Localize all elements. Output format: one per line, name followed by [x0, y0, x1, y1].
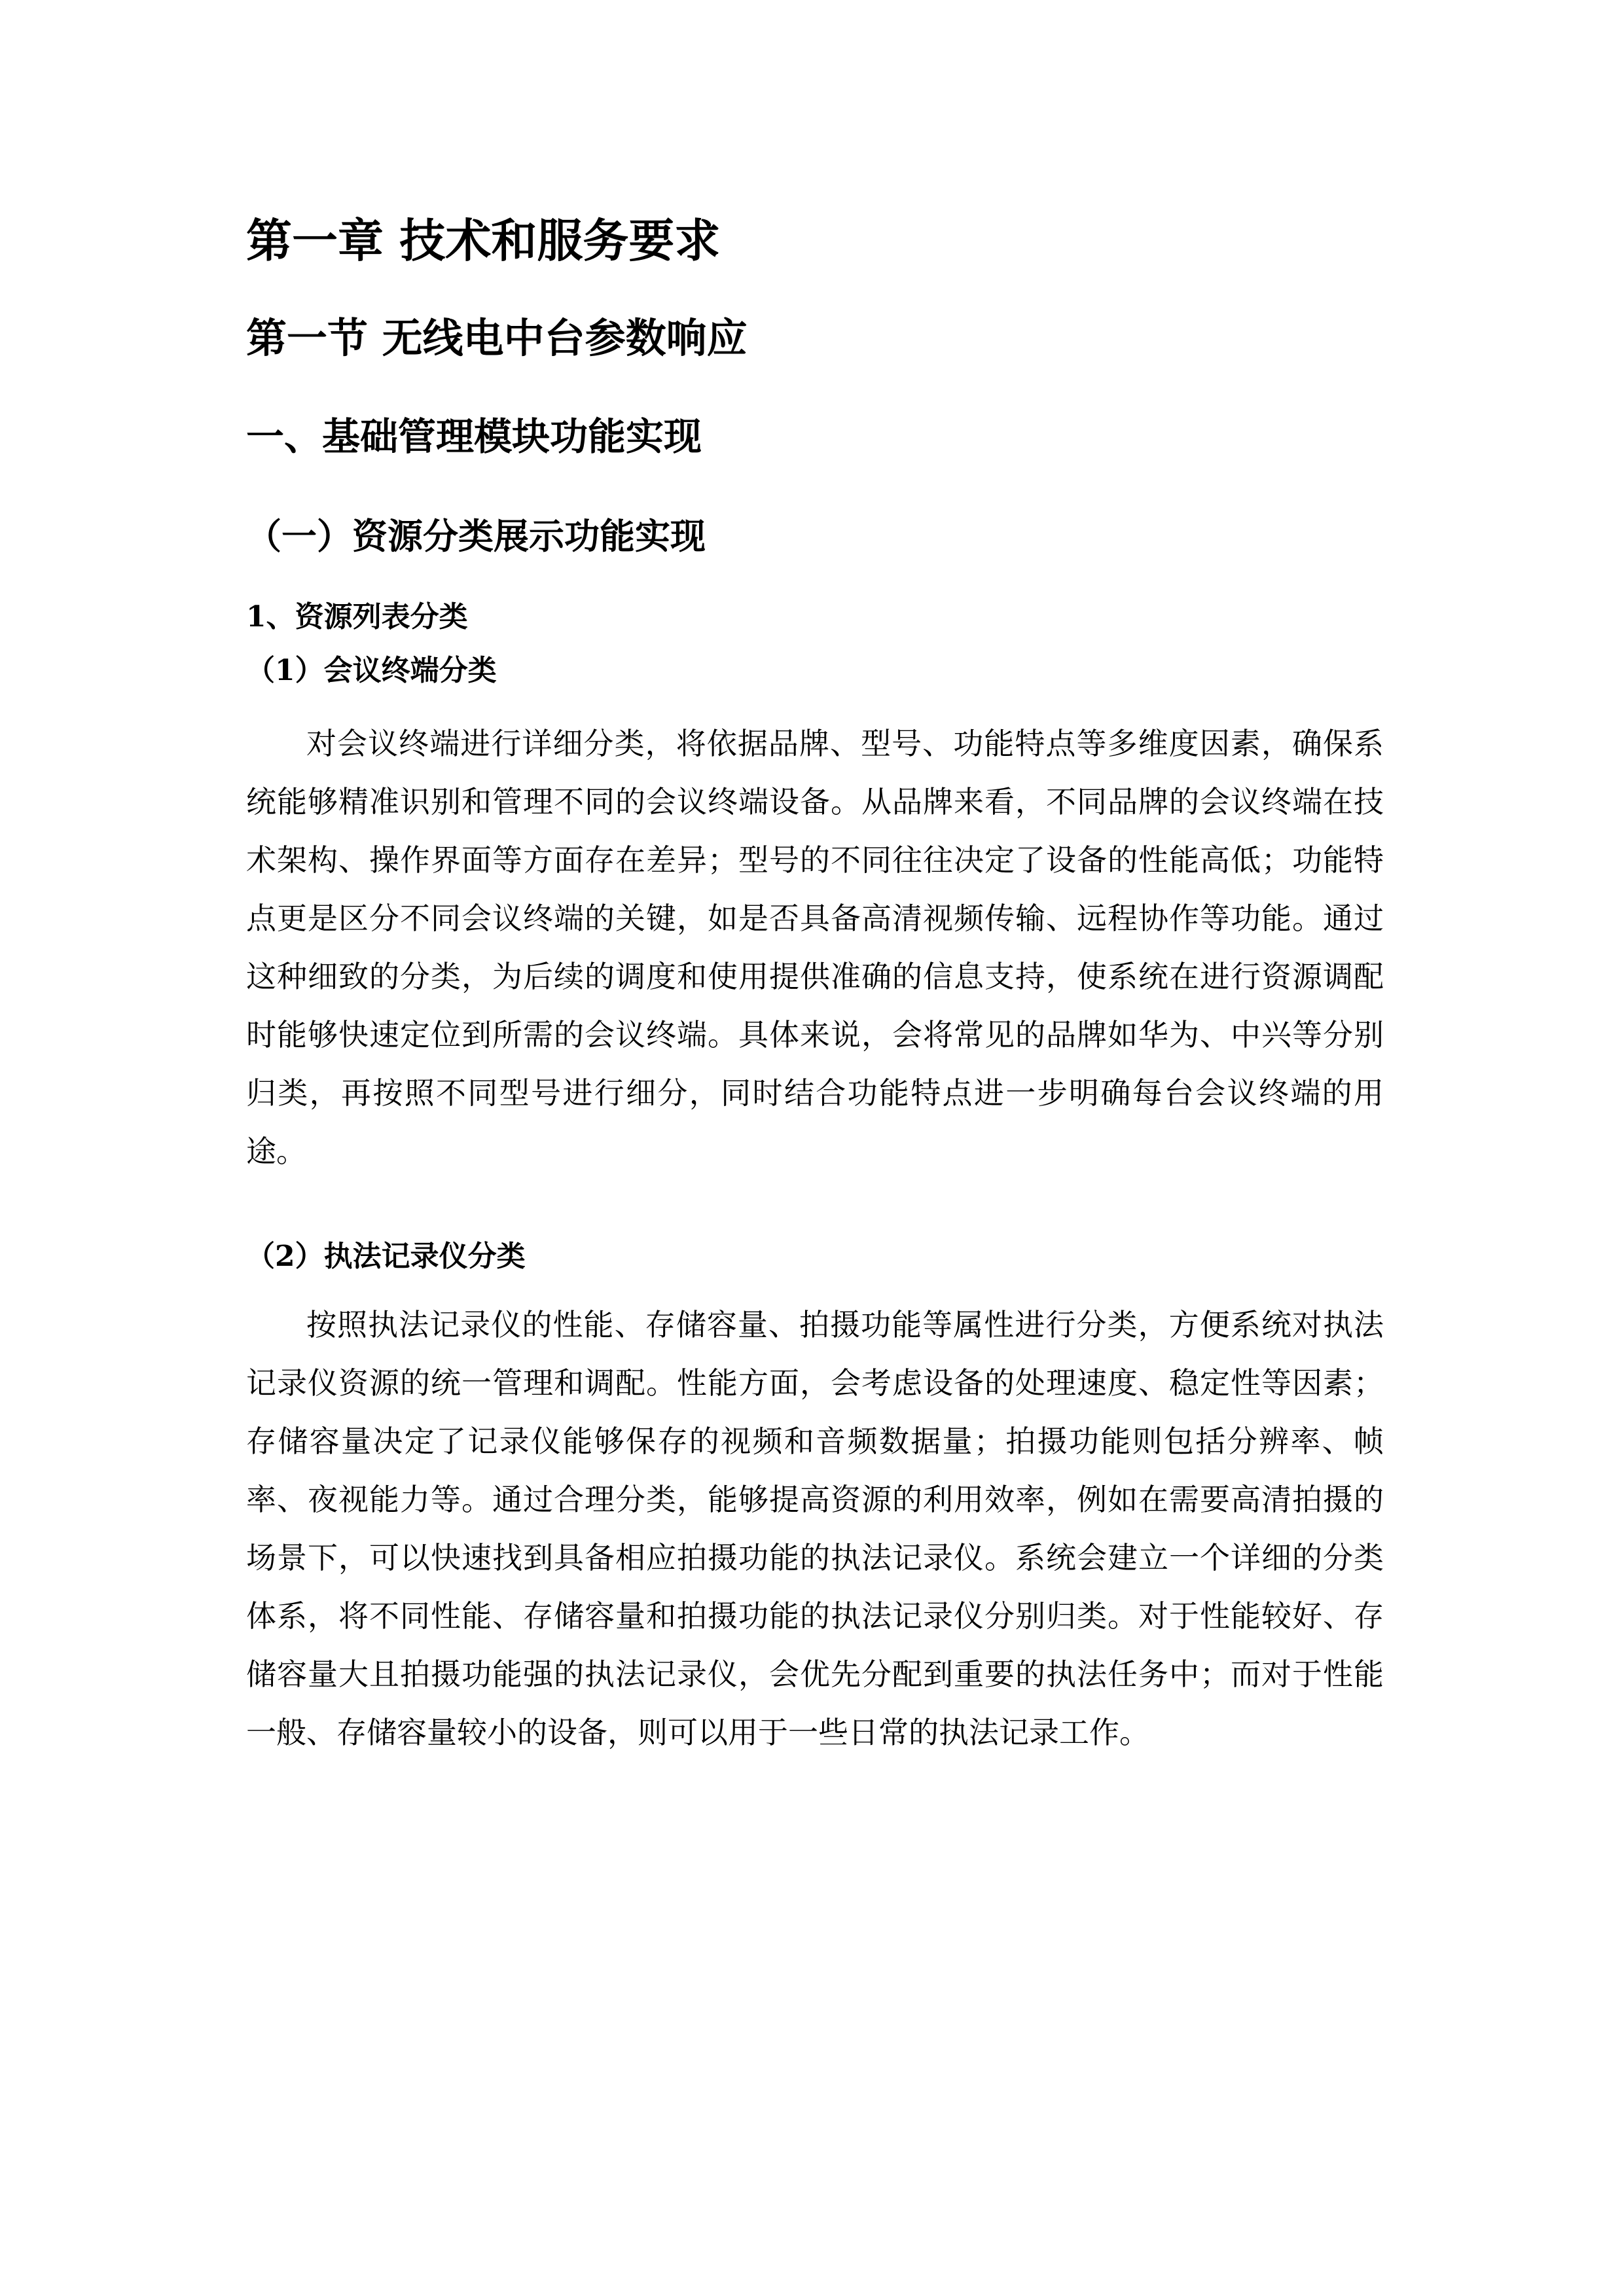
paragraph-conference-terminal: 对会议终端进行详细分类，将依据品牌、型号、功能特点等多维度因素，确保系统能够精准识别和管理不同的会议终端设备。从品牌来看，不同品牌的会议终端在技术架构、操作界面等方面存在差异；型号的不同往往决定了设备的性能高低；功能特点更是区分不同会议终端的关键，如是否具备高清视频传输、远程协作等功能。通过这种细致的分类，为后续的调度和使用提供准确的信息支持，使系统在进行资源调配时能够快速定位到所需的会议终端。具体来说，会将常见的品牌如华为、中兴等分别归类，再按照不同型号进行细分，同时结合功能特点进一步明确每台会议终端的用途。: [246, 726, 1384, 1169]
heading-level-1: 一、基础管理模块功能实现: [246, 414, 702, 459]
heading-level-2: （一）资源分类展示功能实现: [246, 515, 706, 557]
heading-level-3: 1、资源列表分类: [246, 600, 468, 634]
chapter-title: 第一章 技术和服务要求: [246, 214, 721, 268]
paragraph-law-enforcement-recorder: 按照执法记录仪的性能、存储容量、拍摄功能等属性进行分类，方便系统对执法记录仪资源的统一管理和调配。性能方面，会考虑设备的处理速度、稳定性等因素；存储容量决定了记录仪能够保存的视频和音频数据量；拍摄功能则包括分辨率、帧率、夜视能力等。通过合理分类，能够提高资源的利用效率，例如在需要高清拍摄的场景下，可以快速找到具备相应拍摄功能的执法记录仪。系统会建立一个详细的分类体系，将不同性能、存储容量和拍摄功能的执法记录仪分别归类。对于性能较好、存储容量大且拍摄功能强的执法记录仪，会优先分配到重要的执法任务中；而对于性能一般、存储容量较小的设备，则可以用于一些日常的执法记录工作。: [246, 1307, 1384, 1750]
subheading-law-enforcement-recorder: （2）执法记录仪分类: [246, 1240, 526, 1273]
section-title: 第一节 无线电中台参数响应: [246, 314, 748, 362]
subheading-conference-terminal: （1）会议终端分类: [246, 654, 497, 687]
